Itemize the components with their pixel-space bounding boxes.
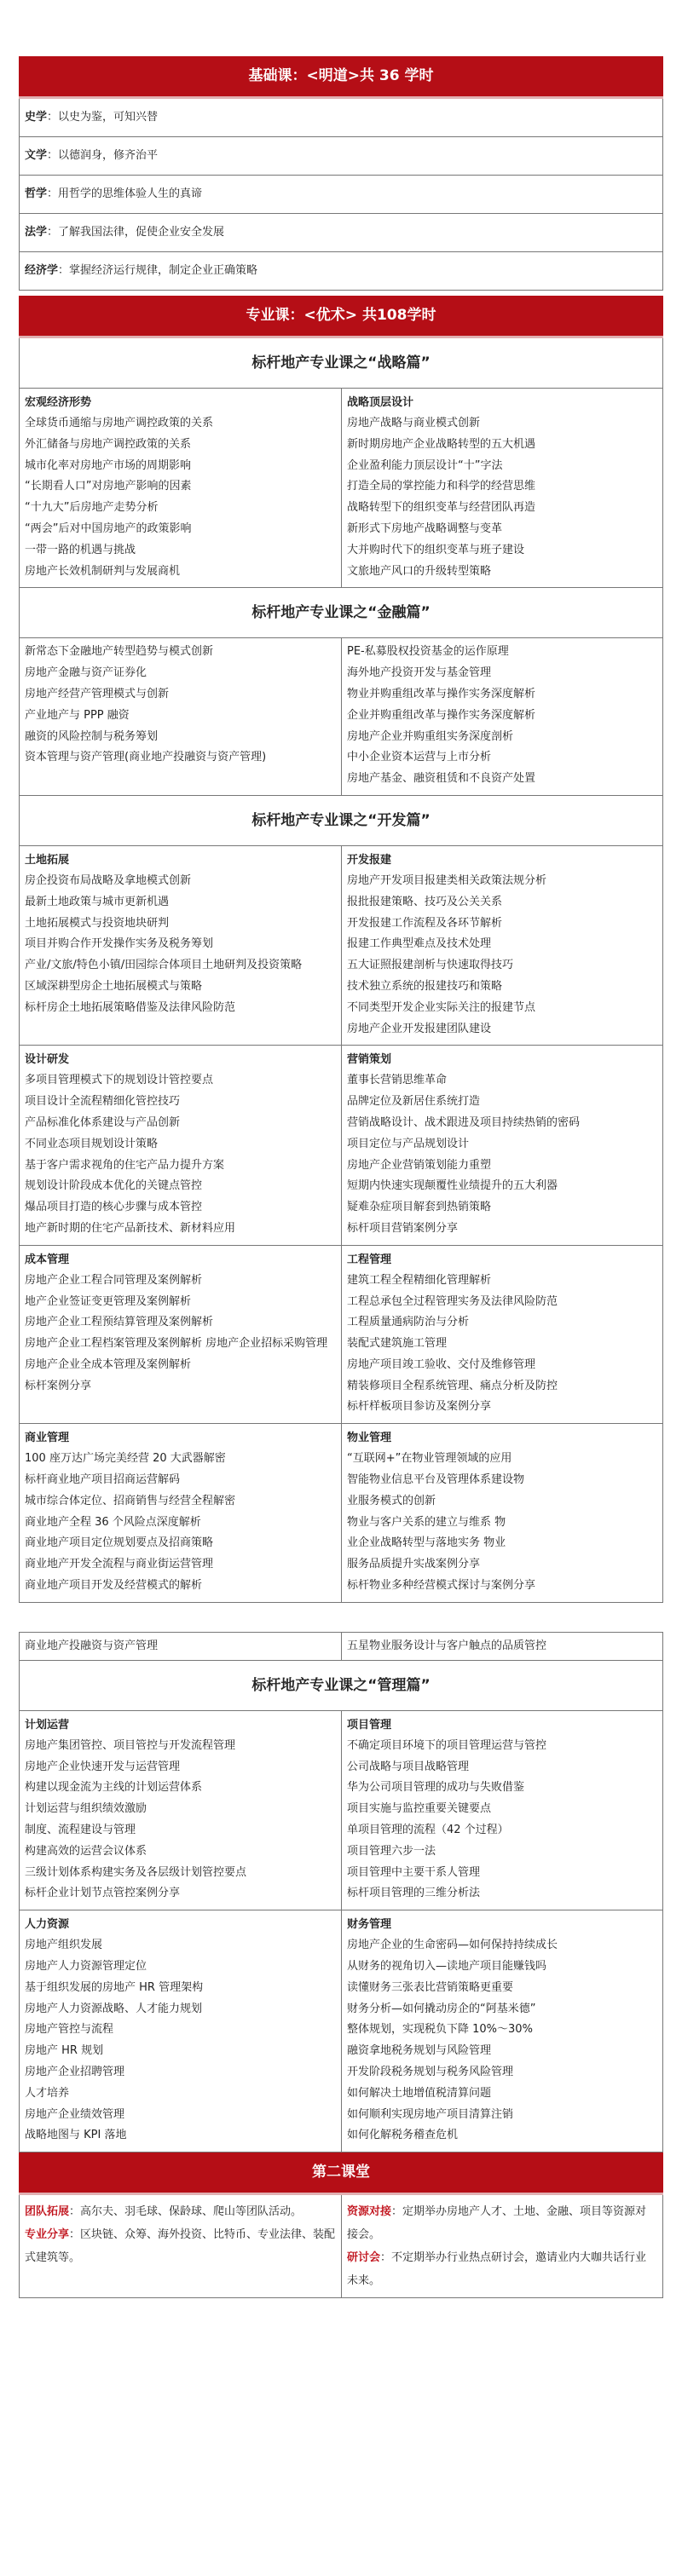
course-item: 制度、流程建设与管理 <box>25 1824 136 1837</box>
course-item: 财务分析—如何撬动房企的“阿基米德” <box>347 2002 536 2015</box>
mgmt-finance <box>341 1910 662 2152</box>
course-item: 规划设计阶段成本优化的关键点管控 <box>25 1179 203 1193</box>
course-item: 房地产管控与流程 <box>25 2023 114 2037</box>
course-item: 商业地产项目定位规划要点及招商策略 <box>25 1536 214 1550</box>
second-left <box>20 2195 341 2297</box>
course-item: 报建工作典型难点及技术处理 <box>347 937 492 951</box>
develop-marketing <box>341 1046 662 1244</box>
course-item: 房地产 HR 规划 <box>25 2044 104 2058</box>
course-item: 业服务模式的创新 <box>347 1494 436 1507</box>
course-item: 项目并购合作开发操作实务及税务筹划 <box>25 937 214 951</box>
course-item: 标杆企业计划节点管控案例分享 <box>25 1887 181 1900</box>
course-item: 100 座万达广场完美经营 20 大武器解密 <box>25 1452 226 1466</box>
course-item: 房地产经营产管理模式与创新 <box>25 687 170 700</box>
course-item: 疑难杂症项目解套到热销策略 <box>347 1201 492 1214</box>
mgmt-planning <box>20 1711 341 1910</box>
course-item: “两会”后对中国房地产的政策影响 <box>25 522 192 535</box>
course-item: 房地产人力资源战略、人才能力规划 <box>25 2002 203 2015</box>
develop-grid-1 <box>19 846 663 1046</box>
develop-grid-4 <box>19 1424 663 1603</box>
second-right <box>341 2195 662 2297</box>
course-item: 如何解决土地增值税清算问题 <box>347 2086 492 2100</box>
course-item: 智能物业信息平台及管理体系建设物 <box>347 1473 525 1487</box>
course-item: 项目实施与监控重要关键要点 <box>347 1802 492 1816</box>
course-item: 标杆项目营销案例分享 <box>347 1221 459 1235</box>
course-item: 房地产项目竣工验收、交付及维修管理 <box>347 1357 536 1371</box>
section-heading: 开发报建 <box>347 853 392 867</box>
course-item: 打造全局的掌控能力和科学的经营思维 <box>347 480 536 493</box>
course-item: 爆品项目打造的核心步骤与成本管控 <box>25 1201 203 1214</box>
course-item: 企业并购重组改革与操作实务深度解析 <box>347 708 536 722</box>
course-item: 物业并购重组改革与操作实务深度解析 <box>347 687 536 700</box>
course-item: 房地产长效机制研判与发展商机 <box>25 564 181 578</box>
course-item: 开发报建工作流程及各环节解析 <box>347 916 503 930</box>
course-item: 房地产战略与商业模式创新 <box>347 417 481 429</box>
course-item: 整体规划，实现税负下降 10%～30% <box>347 2023 533 2037</box>
course-item: 标杆房企土地拓展策略借鉴及法律风险防范 <box>25 1000 236 1014</box>
management-grid-1 <box>19 1711 663 1910</box>
course-item: 董事长营销思维革命 <box>347 1074 448 1087</box>
course-item: 技术独立系统的报建技巧和策略 <box>347 979 503 993</box>
course-item: 人才培养 <box>25 2086 70 2100</box>
course-item: 房地产企业全成本管理及案例解析 <box>25 1357 192 1371</box>
course-item: 外汇储备与房地产调控政策的关系 <box>25 437 192 451</box>
course-item: 读懂财务三张表比营销策略更重要 <box>347 1980 514 1994</box>
course-item: 项目设计全流程精细化管控技巧 <box>25 1095 181 1109</box>
course-item: 构建以现金流为主线的计划运营体系 <box>25 1781 203 1795</box>
course-item: 战略转型下的组织变革与经营团队再造 <box>347 501 536 515</box>
course-item: 项目管理中主要干系人管理 <box>347 1865 481 1879</box>
course-item: 房地产企业营销策划能力重塑 <box>347 1158 492 1172</box>
section-heading: 成本管理 <box>25 1253 70 1266</box>
finance-title: 标杆地产专业课之“金融篇” <box>19 588 663 638</box>
section-heading: 商业管理 <box>25 1432 70 1445</box>
course-item: 资本管理与资产管理(商业地产投融资与资产管理) <box>25 751 267 764</box>
course-item: 城市综合体定位、招商销售与经营全程解密 <box>25 1494 236 1507</box>
section-heading: 工程管理 <box>347 1253 392 1266</box>
mgmt-hr <box>20 1910 341 2152</box>
course-item: 海外地产投资开发与基金管理 <box>347 666 492 680</box>
course-item: 单项目管理的流程（42 个过程） <box>347 1824 509 1837</box>
course-item: 华为公司项目管理的成功与失败借鉴 <box>347 1781 525 1795</box>
course-item: 从财务的视角切入—读地产项目能赚钱吗 <box>347 1960 547 1974</box>
course-item: 区域深耕型房企土地拓展模式与策略 <box>25 979 203 993</box>
course-item: 五大证照报建剖析与快速取得技巧 <box>347 959 514 972</box>
develop-property <box>341 1424 662 1602</box>
course-item: 产业地产与 PPP 融资 <box>25 708 130 722</box>
course-item: 多项目管理模式下的规划设计管控要点 <box>25 1074 214 1087</box>
extra-course-row <box>19 1632 663 1661</box>
course-item: 如何顺利实现房地产项目清算注销 <box>347 2107 514 2121</box>
course-item: 不同类型开发企业实际关注的报建节点 <box>347 1000 536 1014</box>
course-item: 产业/文旅/特色小镇/田园综合体项目土地研判及投资策略 <box>25 959 303 972</box>
course-item: “互联网+”在物业管理领域的应用 <box>347 1452 512 1466</box>
course-item: 不同业态项目规划设计策略 <box>25 1137 159 1150</box>
basic-row: 史学：以史为鉴，可知兴替 <box>20 99 662 137</box>
course-item: 商业地产开发全流程与商业街运营管理 <box>25 1558 214 1571</box>
course-item: 房地产企业工程预结算管理及案例解析 <box>25 1316 214 1329</box>
course-item: 报批报建策略、技巧及公关关系 <box>347 895 503 908</box>
course-item: 新时期房地产企业战略转型的五大机遇 <box>347 437 536 451</box>
course-item: 全球货币通缩与房地产调控政策的关系 <box>25 417 214 429</box>
develop-design <box>20 1046 341 1244</box>
basic-row: 哲学：用哲学的思维体验人生的真谛 <box>20 176 662 214</box>
course-item: 营销战略设计、战术跟进及项目持续热销的密码 <box>347 1115 581 1129</box>
course-item: 工程质量通病防治与分析 <box>347 1316 470 1329</box>
management-title: 标杆地产专业课之“管理篇” <box>19 1661 663 1711</box>
course-item: 融资的风险控制与税务筹划 <box>25 729 159 743</box>
course-item: 精装修项目全程系统管理、痛点分析及防控 <box>347 1379 558 1392</box>
section-heading: 物业管理 <box>347 1432 392 1445</box>
course-item: 房地产金融与资产证券化 <box>25 666 147 680</box>
course-item: 文旅地产风口的升级转型策略 <box>347 564 492 578</box>
course-item: 基于客户需求视角的住宅产品力提升方案 <box>25 1158 225 1172</box>
course-item: 产品标准化体系建设与产品创新 <box>25 1115 181 1129</box>
course-item: 不确定项目环境下的项目管理运营与管控 <box>347 1738 547 1752</box>
course-item: 品牌定位及新居住系统打造 <box>347 1095 481 1109</box>
finance-grid <box>19 638 663 796</box>
course-item: 项目定位与产品规划设计 <box>347 1137 470 1150</box>
finance-right <box>341 638 662 795</box>
course-item: 商业地产全程 36 个风险点深度解析 <box>25 1515 201 1529</box>
course-item: “长期看人口”对房地产影响的因素 <box>25 480 192 493</box>
strategy-right <box>341 389 662 587</box>
course-item: 房地产企业快速开发与运营管理 <box>25 1760 181 1773</box>
section-heading: 人力资源 <box>25 1918 70 1932</box>
course-item: 工程总承包全过程管理实务及法律风险防范 <box>347 1294 558 1308</box>
section-heading: 宏观经济形势 <box>25 396 92 409</box>
second-classroom-header: 第二课堂 <box>19 2152 663 2195</box>
course-item: 大并购时代下的组织变革与班子建设 <box>347 543 525 556</box>
course-item: PE-私募股权投资基金的运作原理 <box>347 645 509 659</box>
course-item: 标杆物业多种经营模式探讨与案例分享 <box>347 1579 536 1593</box>
basic-course-list <box>19 99 663 291</box>
course-item: 服务品质提升实战案例分享 <box>347 1558 481 1571</box>
develop-grid-2 <box>19 1046 663 1245</box>
course-item: 战略地图与 KPI 落地 <box>25 2129 127 2142</box>
second-item: 专业分享：区块链、众筹、海外投资、比特币、专业法律、装配式建筑等。 <box>25 2228 336 2265</box>
section-heading: 财务管理 <box>347 1918 392 1932</box>
course-item: 房企投资布局战略及拿地模式创新 <box>25 873 192 887</box>
strategy-title: 标杆地产专业课之“战略篇” <box>19 338 663 389</box>
course-item: 如何化解税务稽查危机 <box>347 2129 459 2142</box>
develop-land <box>20 846 341 1045</box>
second-item: 研讨会：不定期举办行业热点研讨会，邀请业内大咖共话行业未来。 <box>347 2251 647 2288</box>
basic-row: 文学：以德润身，修齐治平 <box>20 137 662 176</box>
strategy-left <box>20 389 341 587</box>
develop-engineering <box>341 1246 662 1424</box>
course-item: 建筑工程全程精细化管理解析 <box>347 1273 492 1287</box>
course-item: 地产企业签证变更管理及案例解析 <box>25 1294 192 1308</box>
course-item: 房地产企业工程合同管理及案例解析 <box>25 1273 203 1287</box>
course-item: 装配式建筑施工管理 <box>347 1337 448 1351</box>
course-item: 房地产企业工程档案管理及案例解析 房地产企业招标采购管理 <box>25 1337 328 1351</box>
course-item: 企业盈利能力顶层设计“十”字法 <box>347 458 503 472</box>
course-document <box>19 56 663 2298</box>
course-item: 三级计划体系构建实务及各层级计划管控要点 <box>25 1865 247 1879</box>
course-item: 项目管理六步一法 <box>347 1844 436 1858</box>
develop-commercial <box>20 1424 341 1602</box>
course-item: 房地产企业开发报建团队建设 <box>347 1022 492 1035</box>
course-item: 标杆项目管理的三维分析法 <box>347 1887 481 1900</box>
develop-permit <box>341 846 662 1045</box>
extra-right: 五星物业服务设计与客户触点的品质管控 <box>341 1633 662 1660</box>
course-item: 基于组织发展的房地产 HR 管理架构 <box>25 1980 204 1994</box>
course-item: 地产新时期的住宅产品新技术、新材料应用 <box>25 1221 236 1235</box>
course-item: 标杆样板项目参访及案例分享 <box>347 1400 492 1414</box>
course-item: 物业与客户关系的建立与维系 物 <box>347 1515 506 1529</box>
course-item: 土地拓展模式与投资地块研判 <box>25 916 170 930</box>
section-heading: 项目管理 <box>347 1718 392 1732</box>
course-item: 房地产人力资源管理定位 <box>25 1960 147 1974</box>
course-item: 新形式下房地产战略调整与变革 <box>347 522 503 535</box>
course-item: 房地产开发项目报建类相关政策法规分析 <box>347 873 547 887</box>
course-item: 新常态下金融地产转型趋势与模式创新 <box>25 645 214 659</box>
course-item: 房地产组织发展 <box>25 1939 103 1952</box>
strategy-grid <box>19 389 663 588</box>
course-item: 标杆商业地产项目招商运营解码 <box>25 1473 181 1487</box>
course-item: 计划运营与组织绩效激励 <box>25 1802 147 1816</box>
section-heading: 计划运营 <box>25 1718 70 1732</box>
second-classroom-grid <box>19 2195 663 2298</box>
basic-row: 经济学：掌握经济运行规律，制定企业正确策略 <box>20 252 662 291</box>
course-item: 开发阶段税务规划与税务风险管理 <box>347 2066 514 2079</box>
extra-left: 商业地产投融资与资产管理 <box>25 1639 159 1652</box>
basic-row: 法学：了解我国法律，促使企业安全发展 <box>20 214 662 252</box>
course-item: 标杆案例分享 <box>25 1379 92 1392</box>
management-grid-2 <box>19 1910 663 2152</box>
section-heading: 战略顶层设计 <box>347 396 414 409</box>
pro-course-header: 专业课：<优术> 共108学时 <box>19 296 663 338</box>
section-heading: 营销策划 <box>347 1053 392 1067</box>
course-item: 短期内快速实现颠覆性业绩提升的五大利器 <box>347 1179 558 1193</box>
course-item: 房地产企业绩效管理 <box>25 2107 125 2121</box>
second-item: 资源对接：定期举办房地产人才、土地、金融、项目等资源对接会。 <box>347 2205 647 2242</box>
course-item: 最新土地政策与城市更新机遇 <box>25 895 170 908</box>
course-item: 融资拿地税务规划与风险管理 <box>347 2044 492 2058</box>
develop-grid-3 <box>19 1246 663 1425</box>
course-item: 房地产企业的生命密码—如何保持持续成长 <box>347 1939 558 1952</box>
course-item: 房地产企业并购重组实务深度剖析 <box>347 729 514 743</box>
course-item: 商业地产项目开发及经营模式的解析 <box>25 1579 203 1593</box>
course-item: “十九大”后房地产走势分析 <box>25 501 159 515</box>
course-item: 构建高效的运营会议体系 <box>25 1844 147 1858</box>
course-item: 房地产集团管控、项目管控与开发流程管理 <box>25 1738 236 1752</box>
section-heading: 设计研发 <box>25 1053 70 1067</box>
course-item: 城市化率对房地产市场的周期影响 <box>25 458 192 472</box>
section-heading: 土地拓展 <box>25 853 70 867</box>
develop-title: 标杆地产专业课之“开发篇” <box>19 796 663 846</box>
course-item: 中小企业资本运营与上市分析 <box>347 751 492 764</box>
course-item: 房地产企业招聘管理 <box>25 2066 125 2079</box>
course-item: 业企业战略转型与落地实务 物业 <box>347 1536 506 1550</box>
finance-left <box>20 638 341 795</box>
course-item: 一带一路的机遇与挑战 <box>25 543 136 556</box>
develop-cost <box>20 1246 341 1424</box>
basic-course-header: 基础课：<明道>共 36 学时 <box>19 56 663 99</box>
mgmt-project <box>341 1711 662 1910</box>
second-item: 团队拓展：高尔夫、羽毛球、保龄球、爬山等团队活动。 <box>25 2205 303 2219</box>
course-item: 公司战略与项目战略管理 <box>347 1760 470 1773</box>
course-item: 房地产基金、融资租赁和不良资产处置 <box>347 772 536 786</box>
